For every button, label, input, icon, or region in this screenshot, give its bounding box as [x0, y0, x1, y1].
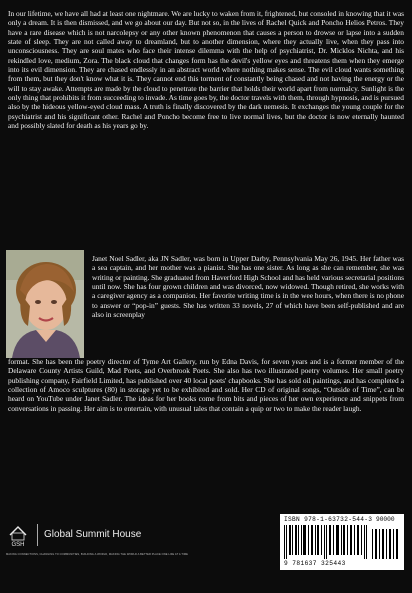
barcode-number: 9 781637 325443 — [284, 560, 346, 567]
publisher-logo — [6, 524, 30, 548]
isbn-barcode — [280, 514, 404, 570]
author-bio-continued: format. She has been the poetry director of Tyme Art Gallery, run by Edna Davis, for seven years and is a former member of the Delaware County Artists Guild, Mad Poets, and Overbrook Poets. She also has two illustrated poetry volumes. Her small poetry publishing company, Fairfield Limited, has published over 40 local poets' chapbooks. She has sold oil paintings, and has completed a collection of Amoco sculptures (80) in storage yet to be exhibited and sold. Her CD of original songs, “Outside of Time”, can be heard on YouTube under Janet Sadler. The ideas for her books come from bits and pieces of her own experience and snippets from conversations in passing. Her aim is to entertain, with unusual tales that contain a quip or two to make the reader laugh. — [8, 357, 404, 413]
publisher-name: Global Summit House — [44, 529, 142, 540]
book-blurb: In our lifetime, we have all had at least one nightmare. We are lucky to waken from it, frightened, but consoled in knowing that it was only a dream. It is then dismissed, and we go about our day. But not so, in the lives of Rachel Quick and Poncho Helios Petros. They have a rare disease which is not narcolepsy or any other known phenomenon that causes a person to drowse or lapse into a sudden state of sleep. They are not called away to dreamland, but to another dimension, where they actually live, when they pass into unconsciousness. They are soul mates who face their intense dilemma with the help of psychiatrist, Dr. Micklos Nichta, and his rekindled love, medium, Zora. The black cloud that changes form has the devil's yellow eyes and threatens them when they emerge into its evil dimension. They are chased endlessly in an abstract world where nothing makes sense. The evil cloud wants something from them, but they don't know what it is. They cannot end this torment of constantly being chased and not having the energy or the will to stay awake. Attempts are made by the cloud to penetrate the barrier that holds their world apart from normalcy. Sunlight is the only thing that prohibits it from succeeding to invade. As time goes by, the doctor travels with them, through hypnosis, and is pursued also by the hideous yellow-eyed cloud mass. A truth is finally discovered by the dark nemesis. It exchanges the young couple for the psychiatrist and his significant other. Rachel and Poncho become free to live normal lives, but the doctor is now eternally haunted and possibly slated for death as his years go by. — [8, 9, 404, 131]
author-portrait-image — [6, 250, 84, 358]
publisher-tagline: MAKING CONNECTIONS, CHANGING TO COMMUNITIES, BUILDING A WORLD, MAKING THE WORLD A BETTER PLACE ONE LIFE AT A TIME — [6, 553, 188, 556]
author-photo — [6, 250, 84, 358]
barcode-bars — [284, 525, 368, 559]
isbn-label: ISBN 978-1-63732-544-3 — [284, 516, 373, 523]
logo-divider — [37, 524, 38, 546]
publisher-logo-icon — [6, 524, 30, 548]
svg-text:GSH: GSH — [11, 542, 25, 548]
price-barcode-bars — [372, 525, 400, 559]
author-bio-beside-photo: Janet Noel Sadler, aka JN Sadler, was born in Upper Darby, Pennsylvania May 26, 1945. Her father was a sea captain, and her mother was a pianist. She has one sister. As long as she can remember, she was writing or painting. She graduated from Haverford High School and has held various secretarial positions until now. She has four grown children and was divorced, now widowed. Though retired, she works with a caregiver agency as a companion. Her favorite writing time is in the wee hours, when there is no phone to answer or “pop-in” guests. She has written 33 novels, 27 of which have been self-published and are also in screenplay — [92, 254, 404, 320]
price-code: 90000 — [376, 516, 395, 523]
